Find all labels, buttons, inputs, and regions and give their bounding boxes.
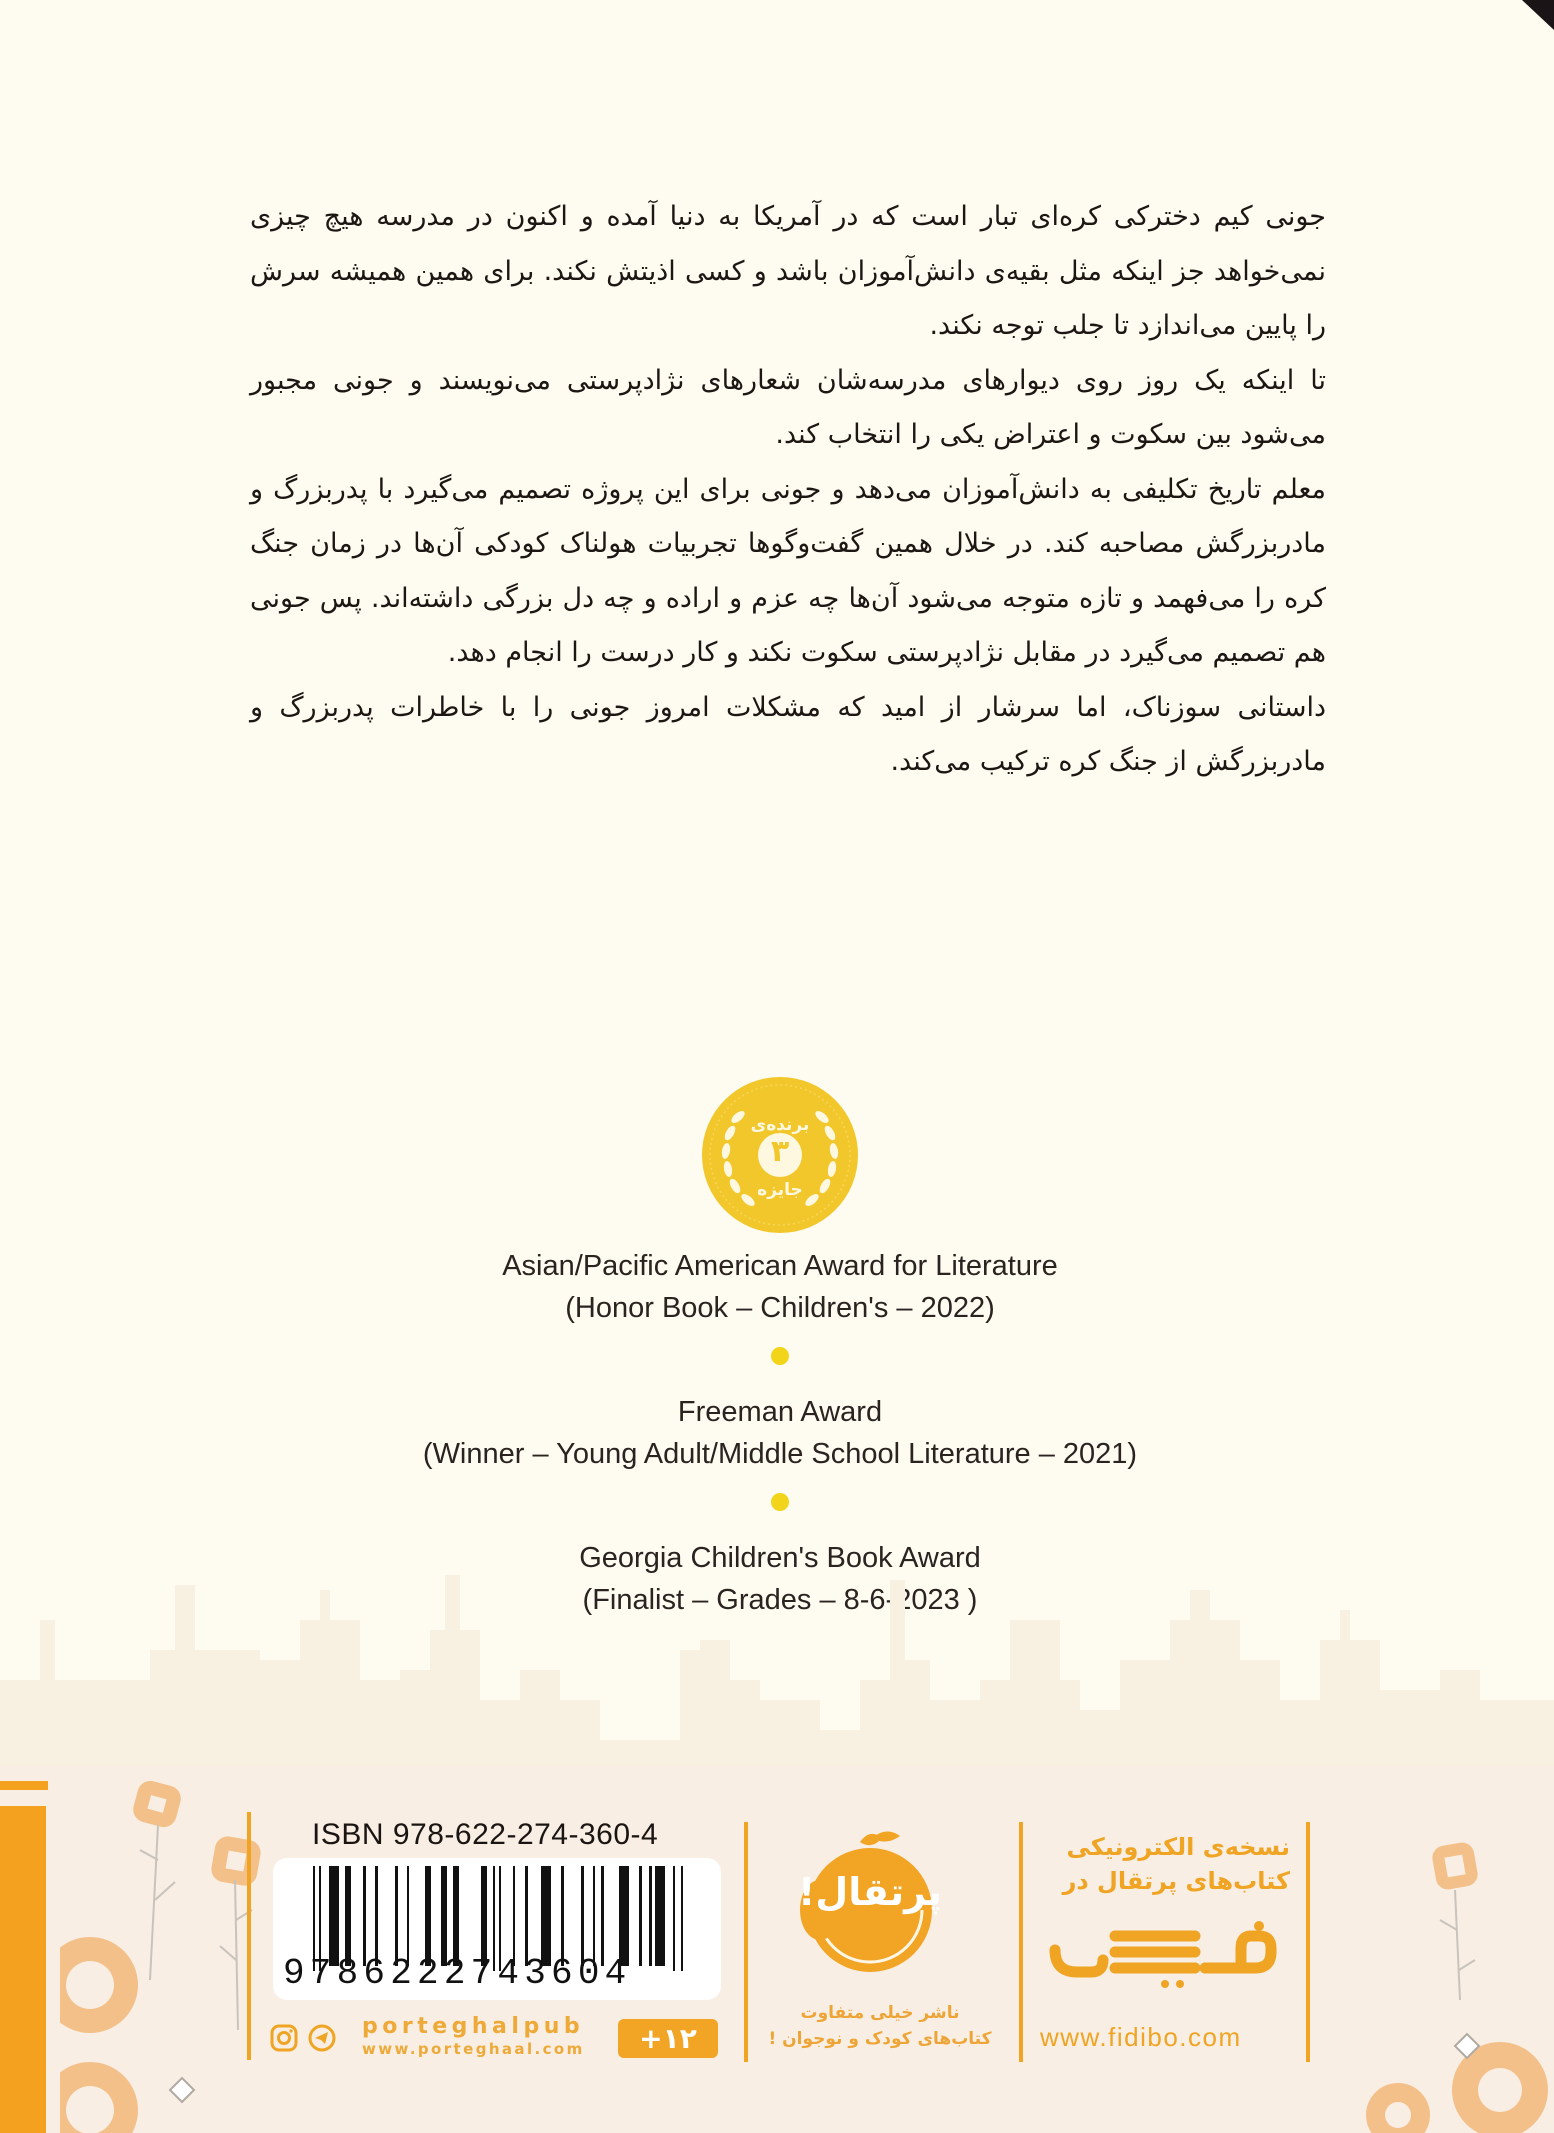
synopsis-paragraph: داستانی سوزناک، اما سرشار از امید که مشکلات امروز جونی را با خاطرات پدربزرگ و مادربزرگش از جنگ کره ترکیب می‌کند. — [250, 691, 1326, 777]
social-icons — [270, 2018, 336, 2058]
synopsis-paragraph: جونی کیم دخترکی کره‌ای تبار است که در آمریکا به دنیا آمده و اکنون در مدرسه هیچ چیزی نمی‌خواهد جز اینکه مثل بقیه‌ی دانش‌آموزان باشد و کسی اذیتش نکند. برای همین همیشه سرش را پایین می‌اندازد تا جلب توجه نکند. — [250, 201, 1326, 341]
badge-bottom-text: جایزه — [757, 1180, 803, 1200]
bullet-dot-icon — [771, 1493, 789, 1511]
instagram-icon[interactable] — [270, 2024, 298, 2052]
synopsis-paragraph: معلم تاریخ تکلیفی به دانش‌آموزان می‌دهد و جونی برای این پروژه تصمیم می‌گیرد با پدربزرگ و مادربزرگش مصاحبه کند. در خلال همین گفت‌وگوها تجربیات هولناک کودکی آن‌ها در زمان جنگ کره را می‌فهمد و تازه متوجه می‌شود آن‌ها چه عزم و اراده و چه دل بزرگی داشته‌اند. پس جونی هم تصمیم می‌گیرد در مقابل نژادپرستی سکوت نکند و کار درست را انجام دهد. — [250, 473, 1326, 668]
tagline-line: ناشر خیلی متفاوت — [800, 2003, 960, 2023]
award-name: Georgia Children's Book Award — [579, 1542, 981, 1574]
social-handle[interactable]: porteghalpub — [362, 2014, 585, 2039]
ebook-line: کتاب‌های پرتقال در — [1062, 1867, 1290, 1895]
fidibo-website-link[interactable]: www.fidibo.com — [1040, 2022, 1242, 2052]
flower-gear-decoration-left-icon — [60, 1770, 300, 2133]
award-detail: (Honor Book – Children's – 2022) — [565, 1292, 995, 1324]
award-item — [300, 1391, 1260, 1475]
award-detail: (Finalist – Grades – 8-6-2023 ) — [582, 1584, 978, 1616]
publisher-website-link[interactable]: www.porteghaal.com — [362, 2040, 585, 2058]
award-item — [300, 1245, 1260, 1329]
badge-number: ۳ — [770, 1134, 790, 1169]
tagline-line: کتاب‌های کودک و نوجوان ! — [768, 2029, 992, 2049]
award-name: Asian/Pacific American Award for Literature — [502, 1250, 1058, 1282]
synopsis-paragraph: تا اینکه یک روز روی دیوارهای مدرسه‌شان شعارهای نژادپرستی می‌نویسند و جونی مجبور می‌شود بین سکوت و اعتراض یکی را انتخاب کند. — [250, 364, 1326, 450]
divider-line — [247, 1812, 251, 2060]
publisher-tagline — [745, 2000, 1015, 2052]
flower-gear-decoration-right-icon — [1360, 1820, 1554, 2133]
spine-accent-bar — [0, 1806, 46, 2133]
ebook-availability-text — [1030, 1830, 1290, 1898]
barcode-digits: 9786222743604 — [283, 1953, 632, 1994]
badge-top-text: برنده‌ی — [750, 1115, 810, 1135]
spine-accent-stripe — [0, 1781, 48, 1790]
synopsis — [250, 190, 1326, 790]
bullet-dot-icon — [771, 1347, 789, 1365]
barcode — [273, 1858, 721, 2000]
divider-line — [1019, 1822, 1023, 2062]
telegram-icon[interactable] — [308, 2024, 336, 2052]
award-name: Freeman Award — [677, 1396, 883, 1428]
isbn-label: ISBN 978-622-274-360-4 — [312, 1818, 659, 1851]
publisher-logo-text: پرتقال! — [797, 1870, 943, 1914]
divider-line — [1306, 1822, 1310, 2062]
page-corner-tear — [1514, 0, 1554, 30]
ebook-line: نسخه‌ی الکترونیکی — [1066, 1833, 1290, 1861]
age-rating-badge: +۱۲ — [618, 2019, 718, 2058]
award-detail: (Winner – Young Adult/Middle School Literature – 2021) — [422, 1438, 1138, 1470]
fidibo-logo-icon — [1045, 1920, 1285, 1990]
